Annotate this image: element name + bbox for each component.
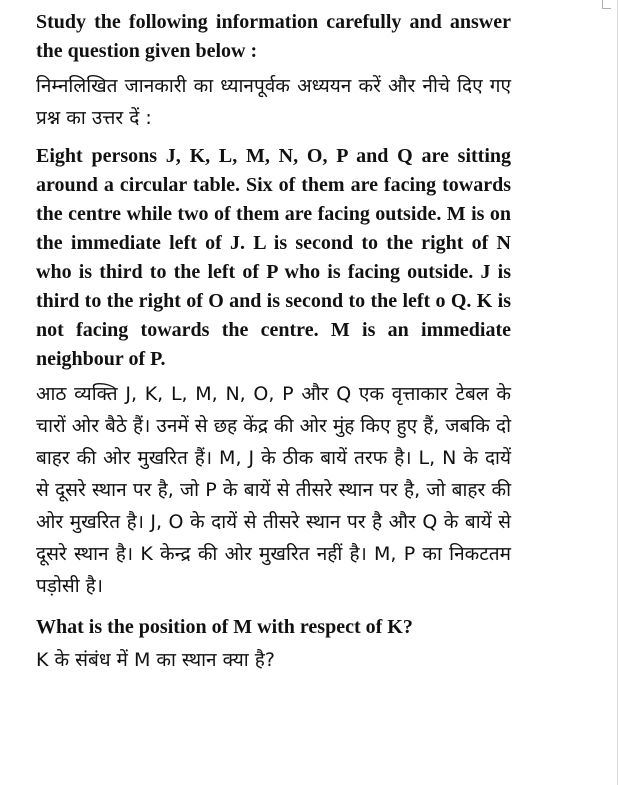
passage-english: Eight persons J, K, L, M, N, O, P and Q are sitting around a circular table. Six of them are facing towards the centre while two of them are facing outside. M is on the immediate left of J. L is second to the right of N who is third to the left of P who is facing outside. J is third to the right of O and is second to the left o Q. K is not facing towards the centre. M is an immediate neighbour of P. bbox=[36, 145, 511, 370]
passage-hindi: आठ व्यक्ति J, K, L, M, N, O, P और Q एक वृत्ताकार टेबल के चारों ओर बैठे हैं। उनमें से छह केंद्र की ओर मुंह किए हुए हैं, जबकि दो बाहर की ओर मुखरित हैं। M, J के ठीक बायें तरफ है। L, N के दायें से दूसरे स्थान पर है, जो P के बायें से तीसरे स्थान पर है, जो बाहर की ओर मुखरित है। J, O के दायें से तीसरे स्थान पर है और Q के बायें से दूसरे स्थान है। K केन्द्र की ओर मुखरित नहीं है। M, P का निकटतम पड़ोसी है। bbox=[36, 383, 511, 597]
question-english: What is the position of M with respect of K? bbox=[36, 616, 413, 638]
page-corner-mark bbox=[602, 0, 611, 9]
intro-hindi: निम्नलिखित जानकारी का ध्यानपूर्वक अध्ययन करें और नीचे दिए गए प्रश्न का उत्तर दें : bbox=[36, 75, 511, 129]
document-content bbox=[36, 8, 511, 676]
intro-english: Study the following information carefully and answer the question given below : bbox=[36, 11, 511, 62]
question-hindi: K के संबंध में M का स्थान क्या है? bbox=[36, 649, 275, 671]
